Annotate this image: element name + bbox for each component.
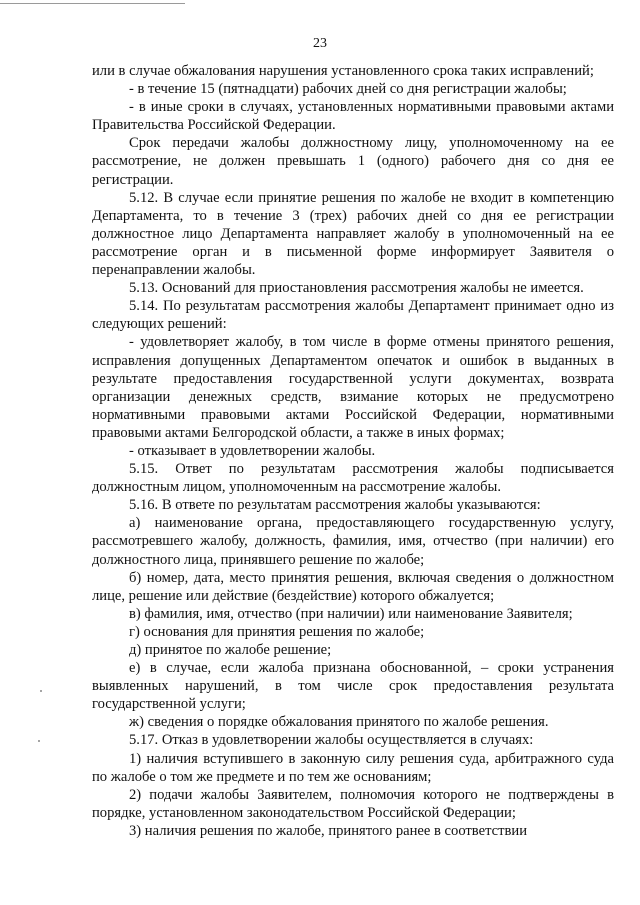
paragraph: 5.14. По результатам рассмотрения жалобы Департамент принимает одно из следующих решений:: [92, 298, 614, 333]
scan-speck: [38, 740, 40, 742]
paragraph: 5.12. В случае если принятие решения по жалобе не входит в компетенцию Департамента, то в течение 3 (трех) рабочих дней со дня ее регистрации должностное лицо Департамента направляет жалобу в уполномоченный на ее рассмотрение орган и в письменной форме информирует Заявителя о перенаправлении жалобы.: [92, 189, 614, 279]
paragraph: 1) наличия вступившего в законную силу решения суда, арбитражного суда по жалобе о том же предмете и по тем же основаниям;: [92, 750, 614, 785]
paragraph: - отказывает в удовлетворении жалобы.: [129, 442, 376, 459]
scan-speck: [40, 690, 42, 692]
paragraph: в) фамилия, имя, отчество (при наличии) или наименование Заявителя;: [129, 605, 573, 622]
paragraph: или в случае обжалования нарушения установленного срока таких исправлений;: [92, 63, 594, 79]
scan-edge-line: [0, 3, 185, 4]
paragraph: - в течение 15 (пятнадцати) рабочих дней со дня регистрации жалобы;: [129, 81, 567, 98]
paragraph: б) номер, дата, место принятия решения, включая сведения о должностном лице, решение или действие (бездействие) которого обжалуется;: [92, 569, 614, 604]
paragraph: 5.17. Отказ в удовлетворении жалобы осуществляется в случаях:: [129, 732, 534, 749]
paragraph: г) основания для принятия решения по жалобе;: [129, 623, 425, 640]
paragraph: 3) наличия решения по жалобе, принятого ранее в соответствии: [129, 822, 528, 839]
paragraph: 5.13. Оснований для приостановления рассмотрения жалобы не имеется.: [129, 280, 584, 297]
paragraph: Срок передачи жалобы должностному лицу, уполномоченному на ее рассмотрение, не должен превышать 1 (одного) рабочего дня со дня ее регистрации.: [92, 135, 614, 188]
paragraph: 2) подачи жалобы Заявителем, полномочия которого не подтверждены в порядке, установленном законодательством Российской Федерации;: [92, 786, 614, 821]
document-body: [92, 62, 614, 840]
paragraph: 5.15. Ответ по результатам рассмотрения жалобы подписывается должностным лицом, уполномоченным на рассмотрение жалобы.: [92, 461, 614, 496]
paragraph: - удовлетворяет жалобу, в том числе в форме отмены принятого решения, исправления допущенных Департаментом опечаток и ошибок в выданных в результате предоставления государственной услуги документах, возврата организации денежных средств, взимание которых не предусмотрено нормативными правовыми актами Российской Федерации, нормативными правовыми актами Белгородской области, а также в иных формах;: [92, 334, 614, 441]
paragraph: - в иные сроки в случаях, установленных нормативными правовыми актами Правительства Российской Федерации.: [92, 99, 614, 134]
paragraph: ж) сведения о порядке обжалования принятого по жалобе решения.: [129, 714, 549, 731]
paragraph: е) в случае, если жалоба признана обоснованной, – сроки устранения выявленных нарушений, в том числе срок предоставления результата государственной услуги;: [92, 660, 614, 713]
page-number: 23: [313, 36, 327, 51]
paragraph: д) принятое по жалобе решение;: [129, 642, 332, 658]
paragraph: 5.16. В ответе по результатам рассмотрения жалобы указываются:: [129, 497, 541, 514]
paragraph: а) наименование органа, предоставляющего государственную услугу, рассмотревшего жалобу, должность, фамилия, имя, отчество (при наличии) его должностного лица, принявшего решение по жалобе;: [92, 515, 614, 568]
